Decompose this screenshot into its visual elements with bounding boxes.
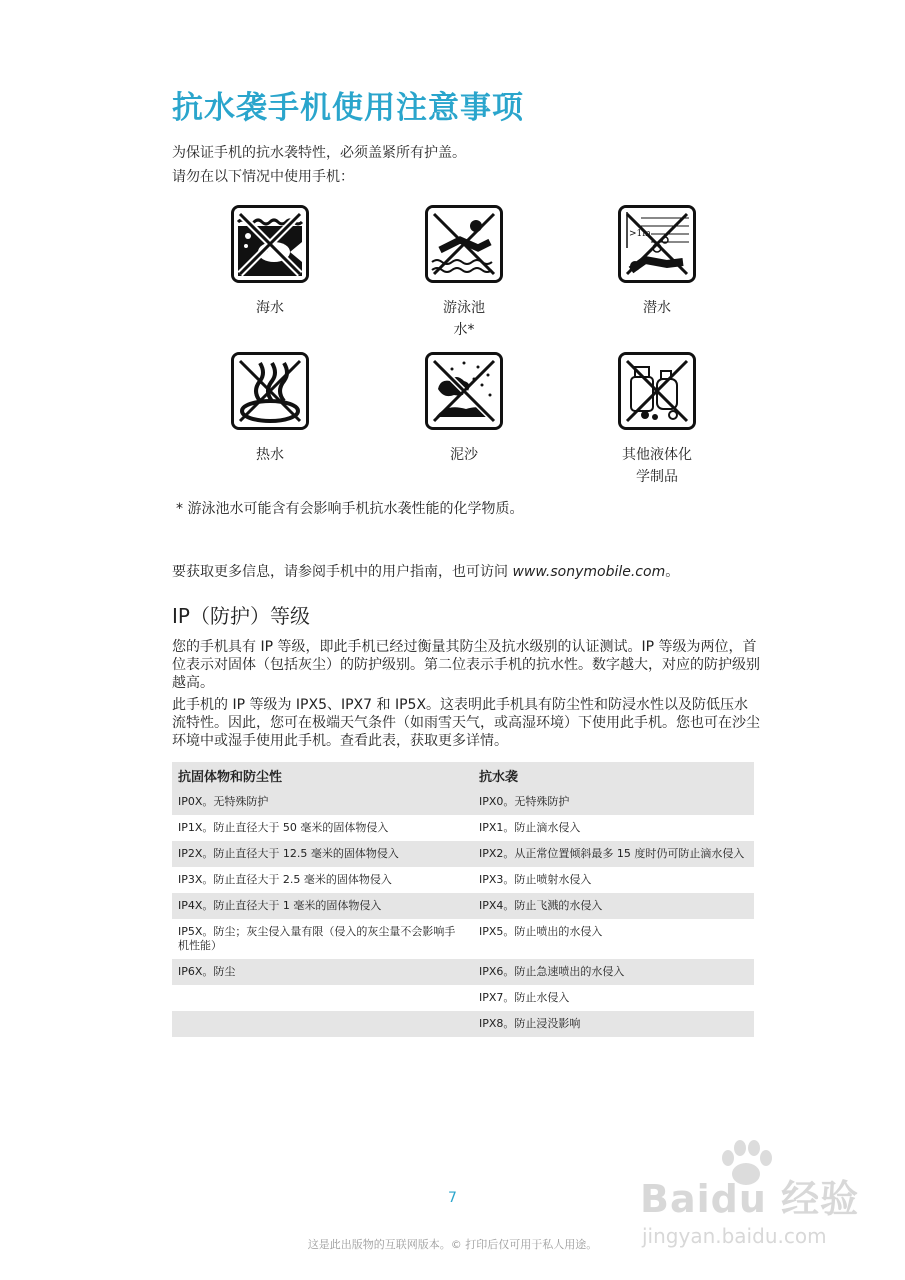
- table-cell: [172, 1011, 463, 1037]
- table-cell: [172, 985, 463, 1011]
- table-row: [172, 841, 754, 867]
- icon-cell-diving: [597, 205, 717, 319]
- seawater-icon: [231, 205, 309, 283]
- depth-text: >1m: [629, 229, 651, 239]
- table-header-row: [172, 762, 754, 789]
- table-cell: IPX0。无特殊防护: [463, 789, 754, 815]
- icon-label-sand: 泥沙: [450, 447, 478, 463]
- ip-rating-table: [172, 762, 754, 1037]
- table-row: [172, 919, 754, 959]
- ip-paragraph-2: 此手机的 IP 等级为 IPX5、IPX7 和 IP5X。这表明此手机具有防尘性和防浸水性以及防低压水流特性。因此，您可在极端天气条件（如雨雪天气，或高湿环境）下使用此手机。您也可在沙尘环境中或湿手使用此手机。查看此表，获取更多详情。: [172, 697, 760, 749]
- watermark-url: jingyan.baidu.com: [642, 1224, 827, 1248]
- table-row: [172, 985, 754, 1011]
- table-cell: IP1X。防止直径大于 50 毫米的固体物侵入: [178, 821, 389, 834]
- table-row: [172, 789, 754, 815]
- page-title: 抗水袭手机使用注意事项: [172, 90, 524, 126]
- footer-note: 这是此出版物的互联网版本。© 打印后仅可用于私人用途。: [307, 1238, 598, 1251]
- table-cell: IPX7。防止水侵入: [479, 991, 570, 1004]
- table-row: [172, 815, 754, 841]
- intro-line-2: 请勿在以下情况中使用手机：: [172, 169, 354, 185]
- more-info-lead: 要获取更多信息，请参阅手机中的用户指南，也可访问: [172, 564, 513, 580]
- page-number: 7: [448, 1190, 457, 1206]
- icon-cell-chemicals: [597, 352, 717, 488]
- table-cell: IP3X。防止直径大于 2.5 毫米的固体物侵入: [178, 873, 392, 886]
- website-link[interactable]: www.sonymobile.com: [512, 564, 666, 580]
- icon-cell-sand: [404, 352, 524, 466]
- table-cell: IPX3。防止喷射水侵入: [479, 873, 592, 886]
- table-cell: IP4X。防止直径大于 1 毫米的固体物侵入: [172, 893, 463, 919]
- table-row: [172, 1011, 754, 1037]
- ip-section-heading: IP（防护）等级: [172, 604, 310, 628]
- table-cell: IP2X。防止直径大于 12.5 毫米的固体物侵入: [172, 841, 463, 867]
- more-info-end: 。: [665, 564, 680, 580]
- icon-cell-seawater: [210, 205, 330, 319]
- table-row: [172, 867, 754, 893]
- pool-water-icon: [425, 205, 503, 283]
- hot-water-icon: [231, 352, 309, 430]
- table-cell: IP0X。无特殊防护: [172, 789, 463, 815]
- table-cell: IPX8。防止浸没影响: [463, 1011, 754, 1037]
- table-row: [172, 893, 754, 919]
- chemicals-icon: [618, 352, 696, 430]
- table-row: [172, 959, 754, 985]
- icon-cell-pool: [404, 205, 524, 341]
- table-cell: IPX4。防止飞溅的水侵入: [463, 893, 754, 919]
- diving-icon: [618, 205, 696, 283]
- sand-mud-icon: [425, 352, 503, 430]
- icon-label-hot-water: 热水: [256, 447, 284, 463]
- footnote: * 游泳池水可能含有会影响手机抗水袭性能的化学物质。: [176, 501, 524, 517]
- ip-paragraph-1: 您的手机具有 IP 等级，即此手机已经过衡量其防尘及抗水级别的认证测试。IP 等级为两位，首位表示对固体（包括灰尘）的防护级别。第二位表示手机的抗水性。数字越大，对应的防护级别越高。: [172, 639, 760, 691]
- table-cell: IP5X。防尘；灰尘侵入量有限（侵入的灰尘量不会影响手机性能）: [178, 925, 456, 952]
- table-cell: IPX6。防止急速喷出的水侵入: [463, 959, 754, 985]
- icon-label-pool: 游泳池水*: [443, 300, 485, 338]
- table-header-water: 抗水袭: [463, 762, 754, 789]
- table-cell: IPX5。防止喷出的水侵入: [479, 925, 603, 938]
- more-info-text: [172, 561, 679, 581]
- icon-cell-hot-water: [210, 352, 330, 466]
- table-cell: IP6X。防尘: [172, 959, 463, 985]
- table-cell: IPX1。防止滴水侵入: [479, 821, 581, 834]
- watermark-logo: Baidu 经验: [640, 1177, 860, 1221]
- icon-label-chemicals: 其他液体化学制品: [622, 447, 692, 485]
- intro-line-1: 为保证手机的抗水袭特性，必须盖紧所有护盖。: [172, 145, 466, 161]
- table-header-dust: 抗固体物和防尘性: [172, 762, 463, 789]
- icon-label-diving: 潜水: [643, 300, 671, 316]
- icon-label-seawater: 海水: [256, 300, 284, 316]
- table-cell: IPX2。从正常位置倾斜最多 15 度时仍可防止滴水侵入: [463, 841, 754, 867]
